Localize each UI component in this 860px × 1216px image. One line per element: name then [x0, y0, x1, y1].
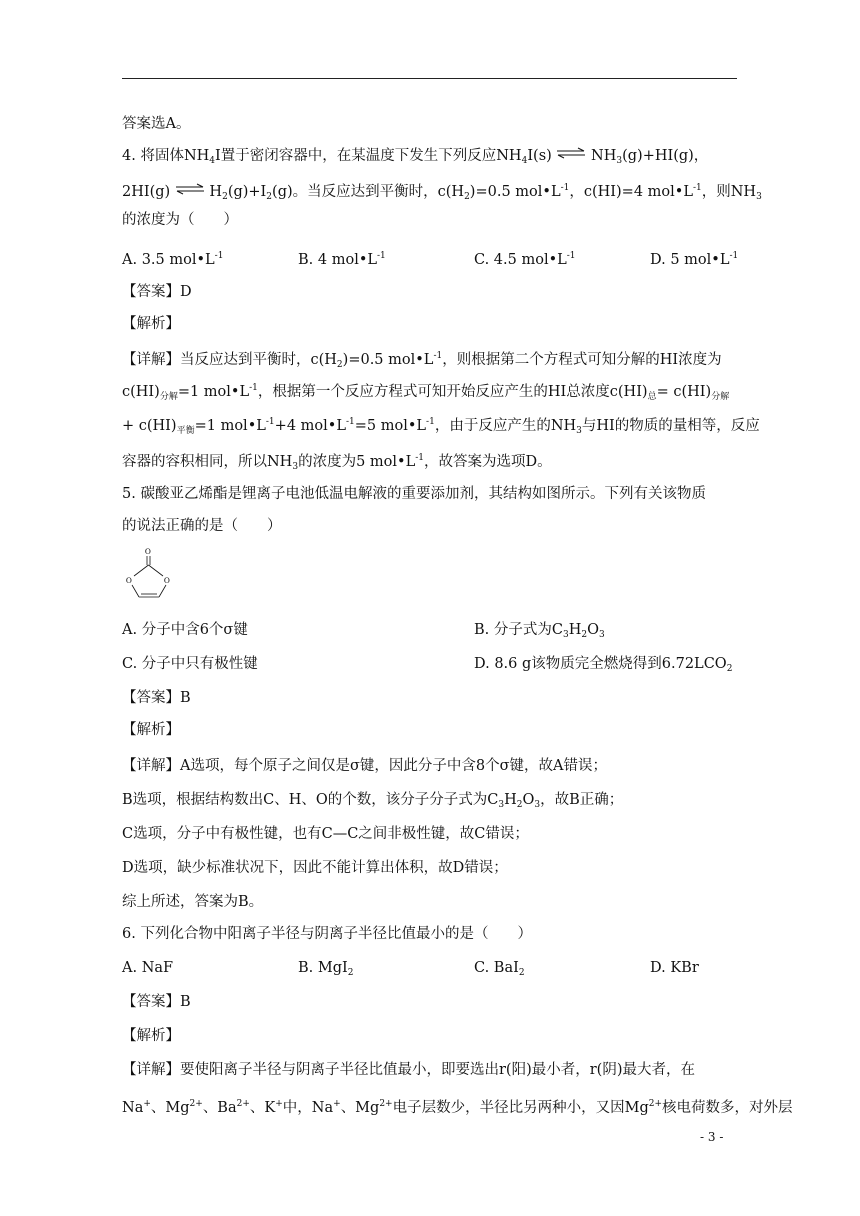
q4-analysis-label: 【解析】 — [122, 316, 180, 332]
q4-option-d: D. 5 $mol•L^{-1}$ — [650, 251, 739, 268]
q4-answer: 【答案】D — [122, 284, 192, 300]
q5-stem-line1: 5. 碳酸亚乙烯酯是锂离子电池低温电解液的重要添加剂，其结构如图所示。下列有关该物质 — [122, 486, 706, 502]
q6-detail-line1: 【详解】要使阳离子半径与阴离子半径比值最小，即要选出r(阳)最小者，r(阴)最大者，在 — [122, 1062, 695, 1078]
q5-detail-line2: B选项，根据结构数出C、H、O的个数，该分子分子式为$C_3H_2O_3$，故B正确； — [122, 792, 624, 810]
q5-detail-line5: 综上所述，答案为B。 — [122, 894, 264, 910]
q5-option-a: A. 分子中含6个σ键 — [122, 622, 248, 638]
equilibrium-arrow-icon — [556, 147, 586, 159]
q6-option-d: D. KBr — [650, 960, 699, 976]
q5-answer: 【答案】B — [122, 690, 191, 706]
q5-option-c: C. 分子中只有极性键 — [122, 656, 258, 672]
q6-analysis-label: 【解析】 — [122, 1028, 180, 1044]
ring-oxygen-left-label: O — [126, 576, 132, 585]
q4-stem-line3: 的浓度为（ ） — [122, 212, 238, 228]
q4-detail-line4: 容器的容积相同，所以$NH_3$的浓度为5 $mol•L^{-1}$，故答案为选项D。 — [122, 453, 552, 472]
q4-detail-line2: $c(HI)_{分解}=1$ $mol•L^{-1}$，根据第一个反应方程式可知开始反应产生的HI总浓度$c(HI)_总= c(HI)_{分解}$ — [122, 383, 730, 402]
q4-stem-line2: 2HI(g) $H_2(g)+I_2(g)$。当反应达到平衡时，$c(H_2)=0.5$ $mol•L^{-1}$，c(HI)=4 $mol•L^{-1}$，则$NH_3$ — [122, 183, 762, 202]
q6-option-b: B. MgI$_2$ — [298, 960, 354, 978]
q4-option-a: A. 3.5 $mol•L^{-1}$ — [122, 251, 224, 268]
q4-detail-line1: 【详解】当反应达到平衡时，$c(H_2)=0.5$ $mol•L^{-1}$，则根据第二个方程式可知分解的HI浓度为 — [122, 351, 722, 370]
previous-answer-note: 答案选A。 — [122, 116, 191, 132]
q5-detail-line3: C选项，分子中有极性键，也有C—C之间非极性键，故C错误； — [122, 826, 529, 842]
q4-stem-line1: 4. 将固体$NH_4I$置于密闭容器中，在某温度下发生下列反应$NH_4I(s)$ $NH_3(g)+HI(g)$， — [122, 148, 709, 166]
header-rule — [122, 78, 737, 79]
q5-option-d: D. 8.6 g该物质完全燃烧得到$6.72LCO_2$ — [474, 656, 733, 674]
q6-answer: 【答案】B — [122, 994, 191, 1010]
vinylene-carbonate-structure — [124, 545, 174, 600]
page-number: - 3 - — [700, 1130, 724, 1144]
q6-option-a: A. NaF — [122, 960, 174, 976]
ring-oxygen-right-label: O — [164, 576, 170, 585]
q6-stem: 6. 下列化合物中阳离子半径与阴离子半径比值最小的是（ ） — [122, 926, 532, 942]
q6-detail-line2: Na+、$Mg^{2+}$、$Ba^{2+}$、K+中，Na+、$Mg^{2+}$电子层数少，半径比另两种小，又因$Mg^{2+}$核电荷数多，对外层 — [122, 1099, 793, 1116]
q5-option-b: B. 分子式为$C_3H_2O_3$ — [474, 622, 605, 640]
q5-detail-line1: 【详解】A选项，每个原子之间仅是σ键，因此分子中含8个σ键，故A错误； — [122, 758, 607, 774]
q4-option-b: B. 4 $mol•L^{-1}$ — [298, 251, 386, 268]
q4-option-c: C. 4.5 $mol•L^{-1}$ — [474, 251, 576, 268]
q6-option-c: C. BaI$_2$ — [474, 960, 525, 978]
carbonyl-oxygen-label: O — [145, 547, 151, 556]
q5-analysis-label: 【解析】 — [122, 722, 180, 738]
q4-detail-line3: + $c(HI)_{平衡}=1$ $mol•L^{-1}+4$ $mol•L^{-1}=5$ $mol•L^{-1}$，由于反应产生的$NH_3$与HI的物质的量相等，反应 — [122, 417, 760, 436]
q5-detail-line4: D选项，缺少标准状况下，因此不能计算出体积，故D错误； — [122, 860, 508, 876]
q5-stem-line2: 的说法正确的是（ ） — [122, 518, 282, 534]
equilibrium-arrow-icon — [175, 183, 205, 195]
